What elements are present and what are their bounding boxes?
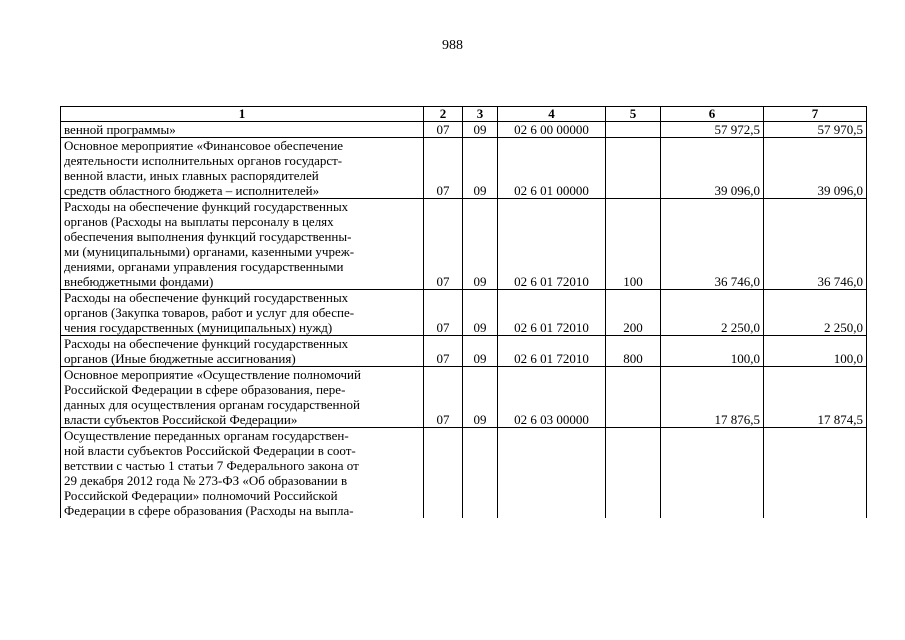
section-code: 07 bbox=[424, 199, 463, 290]
description-line: Осуществление переданных органам государствен- bbox=[64, 428, 349, 443]
section-code: 07 bbox=[424, 122, 463, 138]
description-line: деятельности исполнительных органов государст- bbox=[64, 153, 343, 168]
expense-type-code bbox=[606, 138, 661, 199]
description-line: Расходы на обеспечение функций государственных bbox=[64, 199, 349, 214]
header-col-7: 7 bbox=[764, 107, 867, 122]
amount-col-7: 2 250,0 bbox=[764, 290, 867, 336]
description-line: Российской Федерации» полномочий Российской bbox=[64, 488, 338, 503]
subsection-code: 09 bbox=[463, 122, 498, 138]
table-row bbox=[61, 367, 867, 428]
description-line: средств областного бюджета – исполнителей» bbox=[64, 183, 320, 198]
row-description bbox=[61, 336, 424, 367]
header-col-5: 5 bbox=[606, 107, 661, 122]
subsection-code: 09 bbox=[463, 336, 498, 367]
amount-col-6 bbox=[661, 428, 764, 519]
amount-col-7: 36 746,0 bbox=[764, 199, 867, 290]
row-description bbox=[61, 428, 424, 519]
description-line: Расходы на обеспечение функций государственных bbox=[64, 290, 349, 305]
description-line: органов (Иные бюджетные ассигнования) bbox=[64, 351, 296, 366]
description-line: внебюджетными фондами) bbox=[64, 274, 214, 289]
target-article-code: 02 6 01 72010 bbox=[498, 290, 606, 336]
table-row bbox=[61, 336, 867, 367]
row-description bbox=[61, 199, 424, 290]
row-description bbox=[61, 290, 424, 336]
section-code bbox=[424, 428, 463, 519]
amount-col-7: 100,0 bbox=[764, 336, 867, 367]
table-row bbox=[61, 199, 867, 290]
description-line: Основное мероприятие «Осуществление полномочий bbox=[64, 367, 361, 382]
subsection-code: 09 bbox=[463, 367, 498, 428]
amount-col-6: 36 746,0 bbox=[661, 199, 764, 290]
target-article-code bbox=[498, 428, 606, 519]
description-line: Основное мероприятие «Финансовое обеспечение bbox=[64, 138, 344, 153]
target-article-code: 02 6 01 00000 bbox=[498, 138, 606, 199]
table-row bbox=[61, 428, 867, 519]
description-line: обеспечения выполнения функций государственны- bbox=[64, 229, 352, 244]
subsection-code: 09 bbox=[463, 138, 498, 199]
description-line: данных для осуществления органам государственной bbox=[64, 397, 360, 412]
amount-col-7: 39 096,0 bbox=[764, 138, 867, 199]
description-line: власти субъектов Российской Федерации» bbox=[64, 412, 298, 427]
amount-col-6: 2 250,0 bbox=[661, 290, 764, 336]
header-col-1: 1 bbox=[61, 107, 424, 122]
description-line: 29 декабря 2012 года № 273-ФЗ «Об образовании в bbox=[64, 473, 348, 488]
description-line: Российской Федерации в сфере образования, пере- bbox=[64, 382, 346, 397]
header-col-6: 6 bbox=[661, 107, 764, 122]
subsection-code bbox=[463, 428, 498, 519]
target-article-code: 02 6 01 72010 bbox=[498, 336, 606, 367]
target-article-code: 02 6 03 00000 bbox=[498, 367, 606, 428]
description-line: чения государственных (муниципальных) нужд) bbox=[64, 320, 333, 335]
description-line: ми (муниципальными) органами, казенными учреж- bbox=[64, 244, 355, 259]
description-line: ветствии с частью 1 статьи 7 Федерального закона от bbox=[64, 458, 359, 473]
subsection-code: 09 bbox=[463, 290, 498, 336]
budget-table bbox=[60, 106, 867, 518]
section-code: 07 bbox=[424, 367, 463, 428]
expense-type-code bbox=[606, 367, 661, 428]
expense-type-code: 100 bbox=[606, 199, 661, 290]
expense-type-code: 800 bbox=[606, 336, 661, 367]
amount-col-7 bbox=[764, 428, 867, 519]
table-row bbox=[61, 138, 867, 199]
row-description bbox=[61, 367, 424, 428]
description-line: венной программы» bbox=[64, 122, 176, 137]
header-col-3: 3 bbox=[463, 107, 498, 122]
row-description bbox=[61, 138, 424, 199]
description-line: ной власти субъектов Российской Федерации в соот- bbox=[64, 443, 356, 458]
amount-col-6: 17 876,5 bbox=[661, 367, 764, 428]
amount-col-6: 39 096,0 bbox=[661, 138, 764, 199]
section-code: 07 bbox=[424, 290, 463, 336]
amount-col-7: 17 874,5 bbox=[764, 367, 867, 428]
description-line: венной власти, иных главных распорядителей bbox=[64, 168, 319, 183]
target-article-code: 02 6 00 00000 bbox=[498, 122, 606, 138]
description-line: органов (Расходы на выплаты персоналу в целях bbox=[64, 214, 334, 229]
description-line: дениями, органами управления государственными bbox=[64, 259, 344, 274]
section-code: 07 bbox=[424, 336, 463, 367]
target-article-code: 02 6 01 72010 bbox=[498, 199, 606, 290]
description-line: Расходы на обеспечение функций государственных bbox=[64, 336, 349, 351]
header-col-4: 4 bbox=[498, 107, 606, 122]
expense-type-code bbox=[606, 122, 661, 138]
expense-type-code: 200 bbox=[606, 290, 661, 336]
description-line: органов (Закупка товаров, работ и услуг для обеспе- bbox=[64, 305, 355, 320]
description-line: Федерации в сфере образования (Расходы на выпла- bbox=[64, 503, 354, 518]
table-row bbox=[61, 122, 867, 138]
header-col-2: 2 bbox=[424, 107, 463, 122]
page-number: 988 bbox=[442, 38, 463, 53]
table-header-row bbox=[61, 107, 867, 122]
subsection-code: 09 bbox=[463, 199, 498, 290]
section-code: 07 bbox=[424, 138, 463, 199]
row-description bbox=[61, 122, 424, 138]
amount-col-6: 100,0 bbox=[661, 336, 764, 367]
amount-col-7: 57 970,5 bbox=[764, 122, 867, 138]
expense-type-code bbox=[606, 428, 661, 519]
amount-col-6: 57 972,5 bbox=[661, 122, 764, 138]
table-row bbox=[61, 290, 867, 336]
